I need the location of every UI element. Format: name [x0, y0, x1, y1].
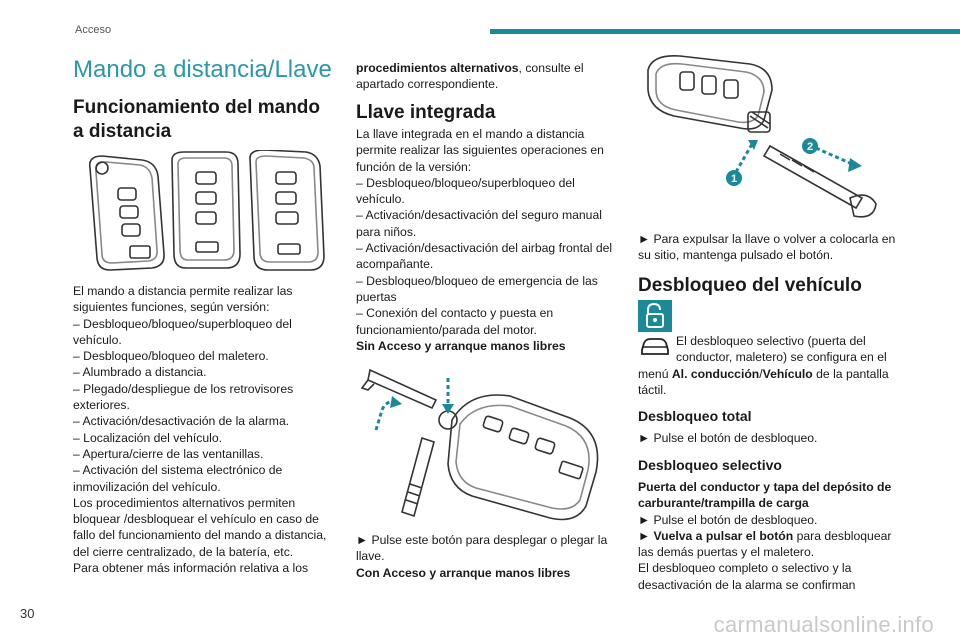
car-config-icon	[638, 334, 672, 358]
watermark: carmanualsonline.info	[713, 612, 934, 637]
col2-body-text: La llave integrada en el mando a distancia permite realizar las siguientes operaciones en función de la versión: – Desbloqueo/bloqueo/superbloqueo del vehículo. – Activación/desactivación del seguro manual para niños. – Activación/desactivación del airbag frontal del acompañante. – Desbloqueo/bloqueo de emergencia de las puertas – Conexión del contacto y puesta en funcionamiento/parada del motor. Sin Acceso y arranque manos libres	[356, 127, 613, 353]
remote-function-heading: Funcionamiento del mando a distancia	[73, 97, 321, 142]
col2-action-text: ► Pulse este botón para desplegar o plegar la llave. Con Acceso y arranque manos libres	[356, 533, 608, 580]
col3-info-text-cont: menú Al. conducción/Vehículo de la pantalla táctil.	[638, 367, 889, 398]
col2-continuation: procedimientos alternativos, consulte el apartado correspondiente.	[356, 61, 584, 92]
header-accent-bar	[490, 29, 960, 34]
page-number: 30	[20, 606, 35, 621]
flip-key-illustration	[360, 360, 610, 525]
car-icon	[638, 334, 672, 358]
key-eject-illustration	[640, 50, 895, 220]
col3-info-text: El desbloqueo selectivo (puerta del conductor, maletero) se configura en el	[676, 334, 887, 365]
total-unlock-action: ► Pulse el botón de desbloqueo.	[638, 431, 818, 445]
marker-2-label: 2	[806, 141, 814, 153]
vehicle-unlock-heading: Desbloqueo del vehículo	[638, 275, 862, 296]
col1-body-text: El mando a distancia permite realizar las siguientes funciones, según versión: – Desbloqueo/bloqueo/superbloqueo del vehículo. – Desbloqueo/bloqueo del maletero. – Alumbrado a distancia. – Plegado/despliegue de los retrovisores exteriores. – Activación/desactivación de la alarma. – Localización del vehículo. – Apertura/cierre de las ventanillas. – Activación del sistema electrónico de inmovilización del vehículo. Los procedimientos alternativos permiten bloquear /desbloquear el vehículo en caso de fallo del funcionamiento del mando a distancia, del cierre centralizado, de la batería, etc. Para obtener más información relativa a los	[73, 284, 327, 576]
selective-unlock-text: Puerta del conductor y tapa del depósito de carburante/trampilla de carga ► Pulse el botón de desbloqueo. ► Vuelva a pulsar el botón para desbloquear las demás puertas y el maletero. El desbloqueo completo o selectivo y la desactivación de la alarma se confirman	[638, 480, 892, 592]
page-title: Mando a distancia/Llave	[73, 56, 332, 83]
padlock-open-icon	[638, 300, 672, 332]
total-unlock-heading: Desbloqueo total	[638, 408, 752, 424]
header-section-label: Acceso	[75, 24, 112, 36]
selective-unlock-heading: Desbloqueo selectivo	[638, 457, 782, 473]
remote-keys-illustration	[80, 150, 330, 275]
unlock-padlock-icon	[638, 300, 672, 332]
marker-1-label: 1	[730, 173, 738, 185]
integrated-key-heading: Llave integrada	[356, 102, 496, 123]
col3-action-text: ► Para expulsar la llave o volver a colocarla en su sitio, mantenga pulsado el botón.	[638, 232, 896, 263]
